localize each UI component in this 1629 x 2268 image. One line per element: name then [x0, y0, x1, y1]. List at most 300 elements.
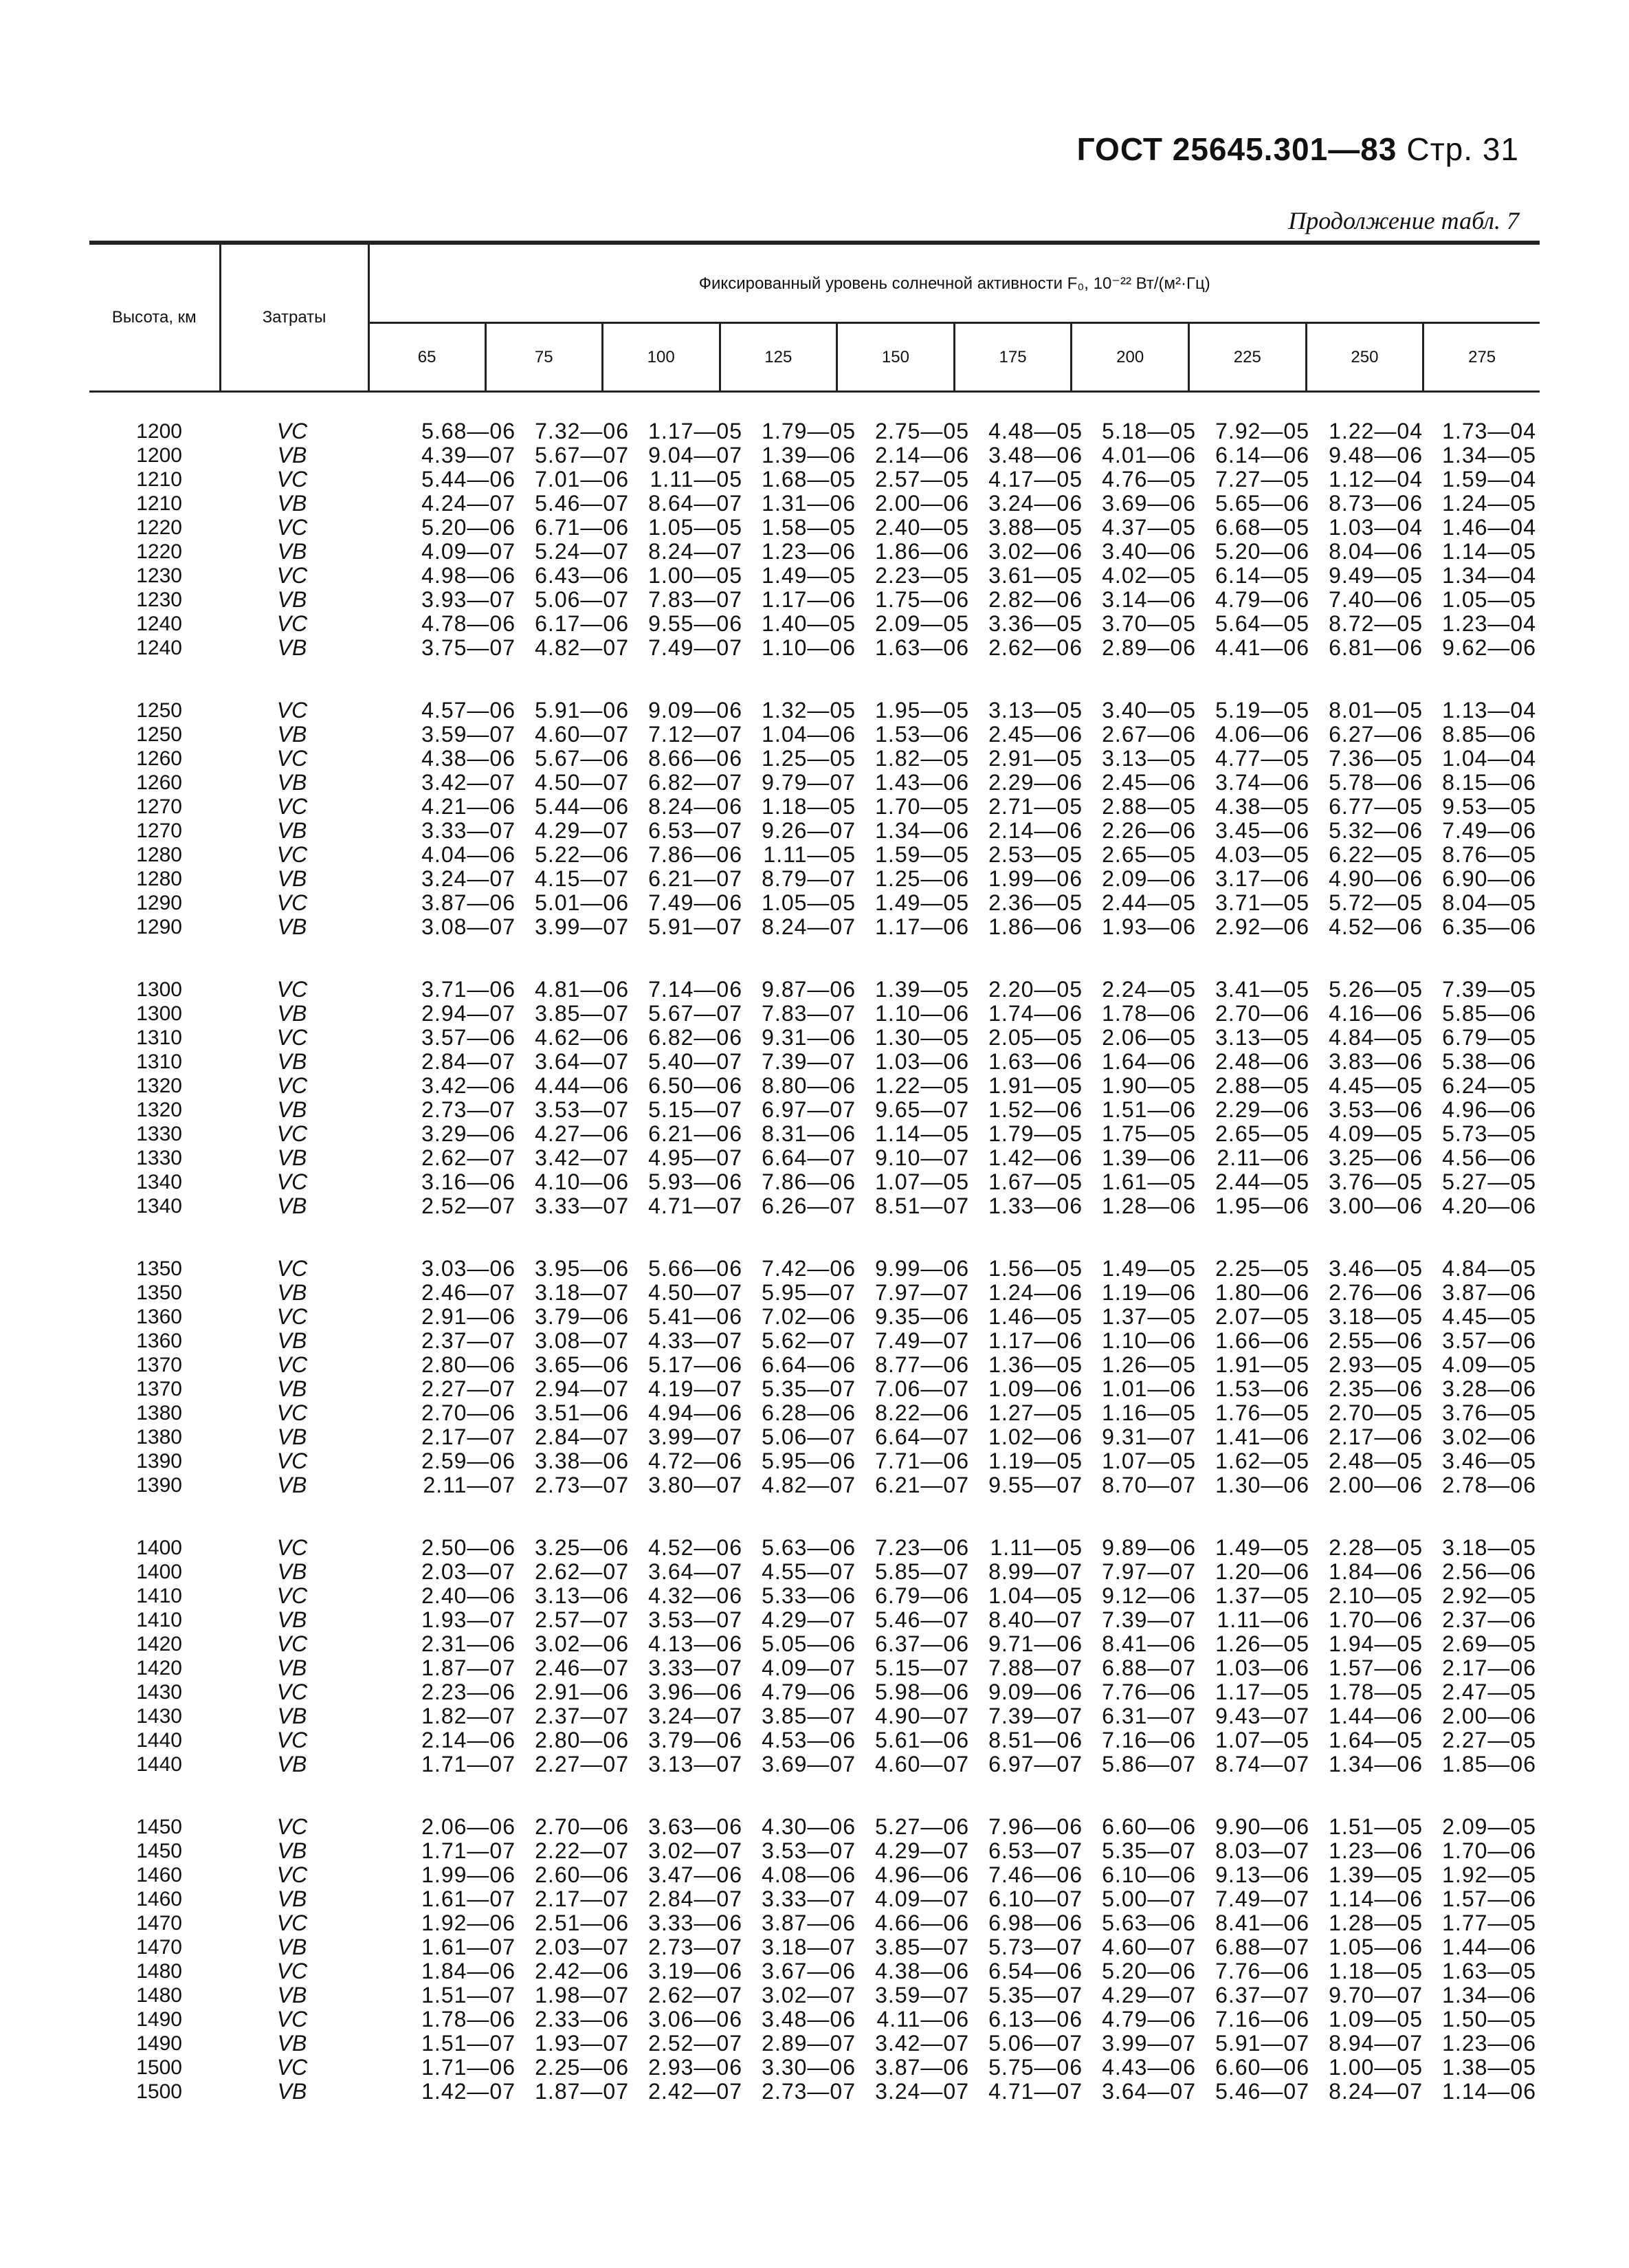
value-cell: 8.72—05 — [1329, 611, 1423, 636]
value-cell: 6.97—07 — [988, 1752, 1083, 1776]
value-cell: 1.39—06 — [762, 443, 856, 467]
table-row — [89, 540, 1540, 564]
value-cell: 9.26—07 — [762, 818, 856, 843]
column-header-height: Высота, км — [89, 243, 220, 392]
height-cell: 1420 — [136, 1632, 182, 1655]
cost-cell: VB — [277, 1193, 307, 1218]
value-cell: 7.16—06 — [1102, 1728, 1196, 1752]
value-cell: 2.67—06 — [1102, 722, 1196, 747]
table-row — [89, 1911, 1540, 1935]
value-cell: 1.75—06 — [875, 587, 969, 612]
value-cell: 4.66—06 — [875, 1911, 969, 1935]
value-cell: 1.91—05 — [988, 1073, 1083, 1098]
table-row — [89, 467, 1540, 492]
value-cell: 5.35—07 — [1102, 1838, 1196, 1863]
value-cell: 2.59—06 — [421, 1449, 516, 1473]
value-cell: 2.73—07 — [762, 2079, 856, 2104]
value-cell: 9.09—06 — [648, 698, 742, 723]
value-cell: 3.24—06 — [988, 491, 1083, 516]
table-row — [89, 891, 1540, 915]
value-cell: 5.78—06 — [1329, 770, 1423, 795]
value-cell: 3.41—05 — [1215, 977, 1309, 1002]
value-cell: 6.28—06 — [762, 1400, 856, 1425]
value-cell: 3.13—05 — [1102, 746, 1196, 771]
value-cell: 5.26—05 — [1329, 977, 1423, 1002]
value-cell: 1.71—07 — [421, 1752, 516, 1776]
value-cell: 4.09—05 — [1442, 1352, 1536, 1377]
value-cell: 2.36—05 — [988, 890, 1083, 915]
value-cell: 5.95—07 — [762, 1280, 856, 1305]
value-cell: 1.82—07 — [421, 1704, 516, 1728]
value-cell: 2.92—05 — [1442, 1583, 1536, 1608]
row-group — [89, 698, 1540, 939]
page-number: Стр. 31 — [1406, 131, 1519, 167]
table-row — [89, 1257, 1540, 1281]
value-cell: 1.04—05 — [988, 1583, 1083, 1608]
value-cell: 6.98—06 — [988, 1911, 1083, 1935]
table-row — [89, 1863, 1540, 1887]
value-cell: 8.15—06 — [1442, 770, 1536, 795]
value-cell: 1.05—06 — [1329, 1935, 1423, 1959]
value-cell: 5.27—06 — [875, 1814, 969, 1839]
value-cell: 8.77—06 — [875, 1352, 969, 1377]
value-cell: 7.76—06 — [1215, 1959, 1309, 1983]
value-cell: 5.35—07 — [762, 1376, 856, 1401]
cost-cell: VC — [276, 1352, 308, 1377]
value-cell: 3.76—05 — [1442, 1400, 1536, 1425]
table-row — [89, 867, 1540, 891]
value-cell: 1.03—06 — [1215, 1655, 1309, 1680]
value-cell: 9.35—06 — [875, 1304, 969, 1329]
table-row — [89, 1074, 1540, 1098]
value-cell: 6.14—05 — [1215, 563, 1309, 588]
value-cell: 6.88—07 — [1102, 1655, 1196, 1680]
value-cell: 3.69—07 — [762, 1752, 856, 1776]
value-cell: 3.13—05 — [1215, 1025, 1309, 1050]
value-cell: 2.57—05 — [875, 467, 969, 492]
value-cell: 7.16—06 — [1215, 2007, 1309, 2032]
value-cell: 4.30—06 — [762, 1814, 856, 1839]
value-cell: 4.01—06 — [1102, 443, 1196, 467]
value-cell: 5.72—05 — [1329, 890, 1423, 915]
value-cell: 4.50—07 — [648, 1280, 742, 1305]
table-row — [89, 588, 1540, 612]
value-cell: 1.56—05 — [988, 1256, 1083, 1281]
value-cell: 2.42—06 — [535, 1959, 629, 1983]
document-title: ГОСТ 25645.301—83 — [1076, 131, 1397, 167]
value-cell: 5.00—07 — [1102, 1886, 1196, 1911]
table-row — [89, 698, 1540, 723]
value-cell: 7.76—06 — [1102, 1680, 1196, 1704]
value-cell: 2.78—06 — [1442, 1473, 1536, 1497]
value-cell: 4.82—07 — [762, 1473, 856, 1497]
value-cell: 3.93—07 — [421, 587, 516, 612]
value-cell: 5.67—07 — [535, 443, 629, 467]
value-cell: 8.04—06 — [1329, 539, 1423, 564]
height-cell: 1210 — [136, 467, 182, 491]
cost-cell: VC — [276, 1814, 308, 1839]
cost-cell: VC — [276, 1728, 308, 1752]
value-cell: 4.60—07 — [1102, 1935, 1196, 1959]
value-cell: 2.09—05 — [875, 611, 969, 636]
value-cell: 3.42—07 — [535, 1145, 629, 1170]
row-group — [89, 1815, 1540, 2104]
value-cell: 1.70—06 — [1329, 1607, 1423, 1632]
table-row — [89, 1632, 1540, 1656]
value-cell: 1.41—06 — [1215, 1424, 1309, 1449]
value-cell: 5.73—05 — [1442, 1121, 1536, 1146]
value-cell: 2.25—05 — [1215, 1256, 1309, 1281]
value-cell: 5.46—07 — [875, 1607, 969, 1632]
value-cell: 8.24—07 — [1329, 2079, 1423, 2104]
value-cell: 6.26—07 — [762, 1193, 856, 1218]
value-cell: 3.53—07 — [535, 1097, 629, 1122]
height-cell: 1200 — [136, 419, 182, 443]
cost-cell: VB — [277, 1752, 307, 1776]
table-row — [89, 1329, 1540, 1353]
value-cell: 5.67—06 — [535, 746, 629, 771]
value-cell: 5.01—06 — [535, 890, 629, 915]
value-cell: 1.79—05 — [762, 419, 856, 443]
value-cell: 2.53—05 — [988, 842, 1083, 867]
value-cell: 1.85—06 — [1442, 1752, 1536, 1776]
table-row — [89, 443, 1540, 467]
value-cell: 2.91—06 — [421, 1304, 516, 1329]
value-cell: 3.18—07 — [535, 1280, 629, 1305]
value-cell: 6.97—07 — [762, 1097, 856, 1122]
height-cell: 1320 — [136, 1098, 182, 1121]
value-cell: 1.76—05 — [1215, 1400, 1309, 1425]
column-header-cost: Затраты — [220, 243, 368, 392]
height-cell: 1270 — [136, 819, 182, 842]
value-cell: 5.86—07 — [1102, 1752, 1196, 1776]
cost-cell: VB — [277, 1097, 307, 1122]
value-cell: 3.61—05 — [988, 563, 1083, 588]
value-cell: 6.21—06 — [648, 1121, 742, 1146]
value-cell: 3.74—06 — [1215, 770, 1309, 795]
table-row — [89, 636, 1540, 660]
value-cell: 1.07—05 — [1102, 1449, 1196, 1473]
value-cell: 1.17—05 — [648, 419, 742, 443]
value-cell: 1.82—05 — [875, 746, 969, 771]
value-cell: 2.17—07 — [421, 1424, 516, 1449]
value-cell: 1.23—06 — [1442, 2031, 1536, 2056]
cost-cell: VC — [276, 746, 308, 771]
value-cell: 7.49—06 — [1442, 818, 1536, 843]
value-cell: 4.94—06 — [648, 1400, 742, 1425]
value-cell: 3.13—05 — [988, 698, 1083, 723]
cost-cell: VC — [276, 1959, 308, 1983]
value-cell: 1.13—04 — [1442, 698, 1536, 723]
cost-cell: VB — [277, 1559, 307, 1584]
height-cell: 1280 — [136, 843, 182, 866]
value-cell: 5.93—06 — [648, 1169, 742, 1194]
value-cell: 2.20—05 — [988, 977, 1083, 1002]
value-cell: 2.82—06 — [988, 587, 1083, 612]
value-cell: 7.40—06 — [1329, 587, 1423, 612]
value-cell: 4.09—07 — [762, 1655, 856, 1680]
height-cell: 1310 — [136, 1050, 182, 1073]
value-cell: 5.91—06 — [535, 698, 629, 723]
value-cell: 1.19—06 — [1102, 1280, 1196, 1305]
value-cell: 3.99—07 — [1102, 2031, 1196, 2056]
table-row — [89, 1353, 1540, 1377]
value-cell: 4.39—07 — [421, 443, 516, 467]
table-row — [89, 1608, 1540, 1632]
table-row — [89, 1305, 1540, 1329]
value-cell: 1.42—06 — [988, 1145, 1083, 1170]
cost-cell: VB — [277, 770, 307, 795]
value-cell: 3.42—07 — [875, 2031, 969, 2056]
value-cell: 7.96—06 — [988, 1814, 1083, 1839]
value-cell: 1.23—06 — [762, 539, 856, 564]
value-cell: 4.09—05 — [1329, 1121, 1423, 1146]
height-cell: 1230 — [136, 588, 182, 611]
value-cell: 9.65—07 — [875, 1097, 969, 1122]
value-cell: 2.51—06 — [535, 1911, 629, 1935]
value-cell: 8.31—06 — [762, 1121, 856, 1146]
value-cell: 1.34—05 — [1442, 443, 1536, 467]
value-cell: 4.33—07 — [648, 1328, 742, 1353]
height-cell: 1390 — [136, 1449, 182, 1473]
height-cell: 1400 — [136, 1536, 182, 1559]
value-cell: 1.03—06 — [875, 1049, 969, 1074]
value-cell: 5.66—06 — [648, 1256, 742, 1281]
value-cell: 6.79—05 — [1442, 1025, 1536, 1050]
table-row — [89, 843, 1540, 867]
table-row — [89, 1002, 1540, 1026]
table-row — [89, 1728, 1540, 1752]
value-cell: 3.65—06 — [535, 1352, 629, 1377]
value-cell: 2.40—06 — [421, 1583, 516, 1608]
value-cell: 1.46—04 — [1442, 515, 1536, 540]
value-cell: 1.23—04 — [1442, 611, 1536, 636]
value-cell: 1.70—05 — [875, 794, 969, 819]
height-cell: 1360 — [136, 1305, 182, 1328]
value-cell: 2.70—05 — [1329, 1400, 1423, 1425]
value-cell: 9.10—07 — [875, 1145, 969, 1170]
value-cell: 4.98—06 — [421, 563, 516, 588]
value-cell: 3.13—06 — [535, 1583, 629, 1608]
value-cell: 2.69—05 — [1442, 1631, 1536, 1656]
value-cell: 1.36—05 — [988, 1352, 1083, 1377]
value-cell: 4.82—07 — [535, 635, 629, 660]
column-header-solar-activity: Фиксированный уровень солнечной активности F₀, 10⁻²² Вт/(м²·Гц) — [368, 243, 1540, 323]
value-cell: 1.25—05 — [762, 746, 856, 771]
value-cell: 1.09—05 — [1329, 2007, 1423, 2032]
value-cell: 9.90—06 — [1215, 1814, 1309, 1839]
value-cell: 1.10—06 — [762, 635, 856, 660]
value-cell: 7.92—05 — [1215, 419, 1309, 443]
value-cell: 2.00—06 — [1442, 1704, 1536, 1728]
value-cell: 3.02—06 — [988, 539, 1083, 564]
cost-cell: VC — [276, 1911, 308, 1935]
value-cell: 1.11—06 — [1217, 1607, 1309, 1632]
cost-cell: VB — [277, 1145, 307, 1170]
value-cell: 3.33—07 — [421, 818, 516, 843]
value-cell: 4.96—06 — [875, 1862, 969, 1887]
value-cell: 8.66—06 — [648, 746, 742, 771]
value-cell: 2.62—06 — [988, 635, 1083, 660]
table-row — [89, 795, 1540, 819]
value-cell: 2.55—06 — [1329, 1328, 1423, 1353]
value-cell: 2.94—07 — [535, 1376, 629, 1401]
value-cell: 2.84—07 — [535, 1424, 629, 1449]
value-cell: 6.37—06 — [875, 1631, 969, 1656]
value-cell: 4.56—06 — [1442, 1145, 1536, 1170]
value-cell: 5.67—07 — [648, 1001, 742, 1026]
table-continuation-note: Продолжение табл. 7 — [1288, 207, 1519, 234]
value-cell: 1.37—05 — [1102, 1304, 1196, 1329]
value-cell: 5.62—07 — [762, 1328, 856, 1353]
value-cell: 7.39—07 — [762, 1049, 856, 1074]
value-cell: 7.83—07 — [762, 1001, 856, 1026]
value-cell: 3.03—06 — [421, 1256, 516, 1281]
value-cell: 3.24—07 — [421, 866, 516, 891]
value-cell: 1.38—05 — [1442, 2055, 1536, 2080]
value-cell: 8.03—07 — [1215, 1838, 1309, 1863]
value-cell: 4.20—06 — [1442, 1193, 1536, 1218]
value-cell: 8.80—06 — [762, 1073, 856, 1098]
value-cell: 1.68—05 — [762, 467, 856, 492]
value-cell: 3.33—07 — [762, 1886, 856, 1911]
value-cell: 7.97—07 — [875, 1280, 969, 1305]
value-cell: 5.85—06 — [1442, 1001, 1536, 1026]
value-cell: 1.94—05 — [1329, 1631, 1423, 1656]
value-cell: 2.17—06 — [1329, 1424, 1423, 1449]
value-cell: 4.60—07 — [535, 722, 629, 747]
value-cell: 4.03—05 — [1215, 842, 1309, 867]
height-cell: 1480 — [136, 1983, 182, 2007]
value-cell: 1.05—05 — [762, 890, 856, 915]
value-cell: 2.31—06 — [421, 1631, 516, 1656]
height-cell: 1410 — [136, 1584, 182, 1607]
cost-cell: VB — [277, 443, 307, 467]
cost-cell: VC — [276, 467, 308, 492]
height-cell: 1340 — [136, 1170, 182, 1193]
value-cell: 4.72—06 — [648, 1449, 742, 1473]
value-cell: 1.02—06 — [988, 1424, 1083, 1449]
value-cell: 1.57—06 — [1442, 1886, 1536, 1911]
height-cell: 1290 — [136, 915, 182, 938]
value-cell: 2.44—05 — [1215, 1169, 1309, 1194]
value-cell: 3.02—06 — [535, 1631, 629, 1656]
cost-cell: VB — [277, 1280, 307, 1305]
value-cell: 3.17—06 — [1215, 866, 1309, 891]
value-cell: 1.24—05 — [1442, 491, 1536, 516]
value-cell: 1.98—07 — [535, 1983, 629, 2007]
value-cell: 1.49—05 — [1215, 1535, 1309, 1560]
value-cell: 8.94—07 — [1329, 2031, 1423, 2056]
level-header: 75 — [485, 323, 602, 392]
value-cell: 3.33—07 — [648, 1655, 742, 1680]
table-row — [89, 612, 1540, 636]
value-cell: 1.59—04 — [1442, 467, 1536, 492]
value-cell: 2.45—06 — [1102, 770, 1196, 795]
value-cell: 9.71—06 — [988, 1631, 1083, 1656]
value-cell: 5.17—06 — [648, 1352, 742, 1377]
value-cell: 2.26—06 — [1102, 818, 1196, 843]
height-cell: 1410 — [136, 1608, 182, 1631]
value-cell: 1.16—05 — [1102, 1400, 1196, 1425]
value-cell: 8.04—05 — [1442, 890, 1536, 915]
height-cell: 1500 — [136, 2056, 182, 2079]
value-cell: 3.85—07 — [762, 1704, 856, 1728]
value-cell: 6.43—06 — [535, 563, 629, 588]
cost-cell: VB — [277, 635, 307, 660]
value-cell: 2.84—07 — [648, 1886, 742, 1911]
cost-cell: VC — [276, 1631, 308, 1656]
value-cell: 6.82—07 — [648, 770, 742, 795]
value-cell: 7.49—07 — [648, 635, 742, 660]
value-cell: 1.30—05 — [875, 1025, 969, 1050]
value-cell: 1.92—05 — [1442, 1862, 1536, 1887]
value-cell: 1.53—06 — [1215, 1376, 1309, 1401]
value-cell: 1.34—06 — [875, 818, 969, 843]
value-cell: 4.21—06 — [421, 794, 516, 819]
value-cell: 2.62—07 — [421, 1145, 516, 1170]
value-cell: 8.41—06 — [1102, 1631, 1196, 1656]
value-cell: 3.80—07 — [648, 1473, 742, 1497]
value-cell: 2.73—07 — [421, 1097, 516, 1122]
value-cell: 4.02—05 — [1102, 563, 1196, 588]
value-cell: 4.90—06 — [1329, 866, 1423, 891]
value-cell: 3.24—07 — [875, 2079, 969, 2104]
height-cell: 1300 — [136, 1002, 182, 1025]
value-cell: 3.16—06 — [421, 1169, 516, 1194]
height-cell: 1440 — [136, 1728, 182, 1752]
value-cell: 1.78—06 — [1102, 1001, 1196, 1026]
value-cell: 2.56—06 — [1442, 1559, 1536, 1584]
height-cell: 1260 — [136, 771, 182, 794]
value-cell: 6.53—07 — [988, 1838, 1083, 1863]
value-cell: 1.64—05 — [1329, 1728, 1423, 1752]
value-cell: 1.58—05 — [762, 515, 856, 540]
value-cell: 7.49—07 — [875, 1328, 969, 1353]
value-cell: 6.60—06 — [1215, 2055, 1309, 2080]
value-cell: 7.06—07 — [875, 1376, 969, 1401]
value-cell: 4.62—06 — [535, 1025, 629, 1050]
value-cell: 9.04—07 — [648, 443, 742, 467]
value-cell: 1.11—05 — [990, 1535, 1083, 1560]
value-cell: 1.92—06 — [421, 1911, 516, 1935]
height-cell: 1230 — [136, 564, 182, 587]
value-cell: 3.85—07 — [875, 1935, 969, 1959]
height-cell: 1260 — [136, 747, 182, 770]
value-cell: 1.67—05 — [988, 1169, 1083, 1194]
value-cell: 5.46—07 — [535, 491, 629, 516]
value-cell: 2.10—05 — [1329, 1583, 1423, 1608]
value-cell: 5.15—07 — [648, 1097, 742, 1122]
value-cell: 1.49—05 — [875, 890, 969, 915]
value-cell: 1.46—05 — [988, 1304, 1083, 1329]
value-cell: 5.65—06 — [1215, 491, 1309, 516]
height-cell: 1370 — [136, 1377, 182, 1400]
value-cell: 5.63—06 — [1102, 1911, 1196, 1935]
height-cell: 1500 — [136, 2080, 182, 2103]
value-cell: 1.12—04 — [1329, 467, 1423, 492]
value-cell: 1.42—07 — [421, 2079, 516, 2104]
value-cell: 1.53—06 — [875, 722, 969, 747]
value-cell: 7.27—05 — [1215, 467, 1309, 492]
value-cell: 1.44—06 — [1442, 1935, 1536, 1959]
value-cell: 2.37—06 — [1442, 1607, 1536, 1632]
value-cell: 9.62—06 — [1442, 635, 1536, 660]
cost-cell: VC — [276, 1025, 308, 1050]
value-cell: 5.32—06 — [1329, 818, 1423, 843]
value-cell: 1.70—06 — [1442, 1838, 1536, 1863]
value-cell: 4.29—07 — [1102, 1983, 1196, 2007]
